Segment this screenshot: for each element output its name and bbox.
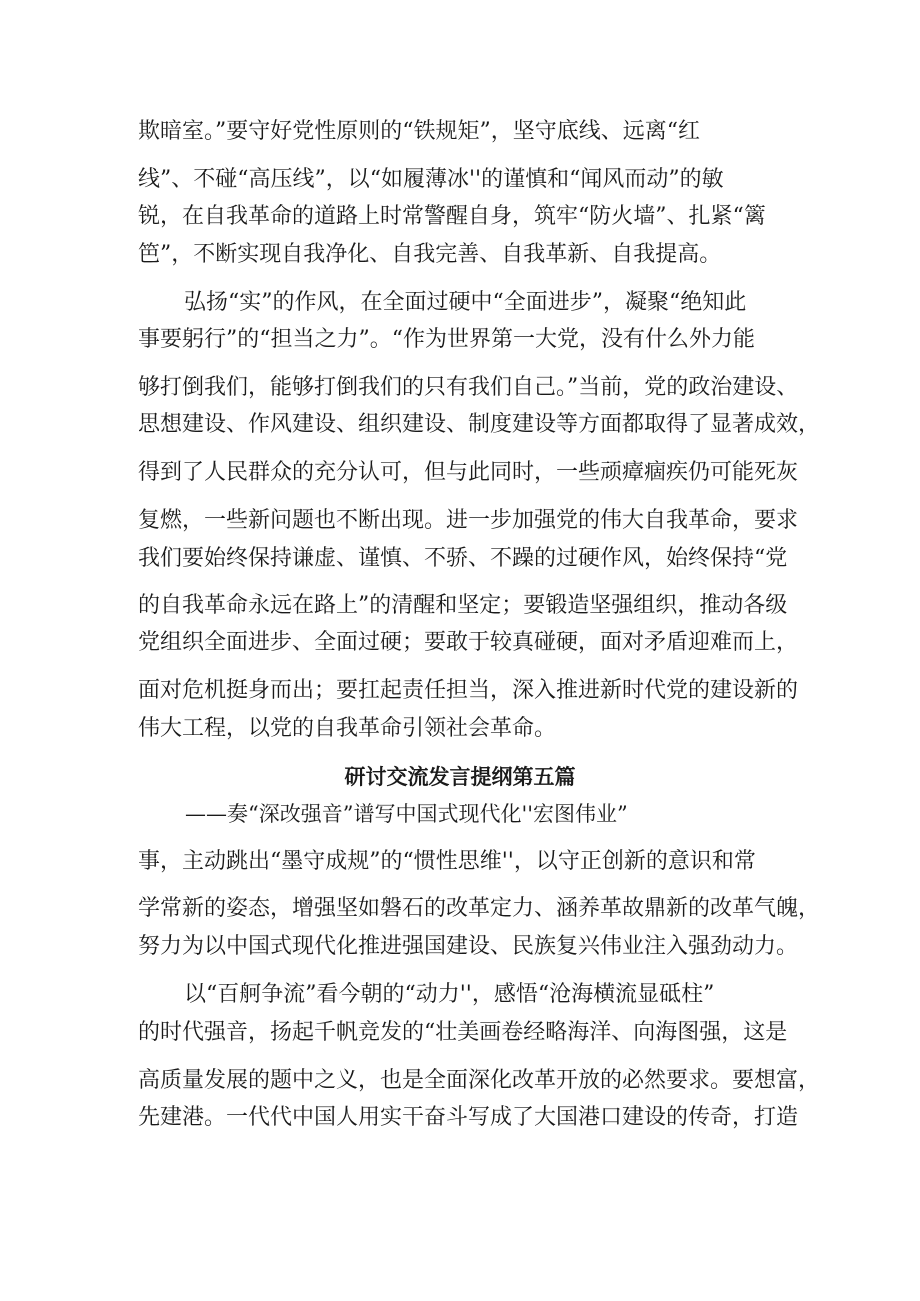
paragraph-line: 锐，在自我革命的道路上时常警醒自身，筑牢“防火墙”、扎紧“篱 <box>138 204 766 229</box>
paragraph-line: 伟大工程，以党的自我革命引领社会革命。 <box>138 716 557 741</box>
paragraph-line: 思想建设、作风建设、组织建设、制度建设等方面都取得了显著成效， <box>138 412 821 437</box>
section-title: 研讨交流发言提纲第五篇 <box>344 764 576 789</box>
paragraph-line: 复燃，一些新问题也不断出现。进一步加强党的伟大自我革命，要求 <box>138 508 799 533</box>
paragraph-line: 事，主动跳出“墨守成规”的“惯性思维''，以守正创新的意识和常 <box>138 849 756 874</box>
paragraph-line: 线”、不碰“高压线”，以“如履薄冰''的谨慎和“闻风而动”的敏 <box>138 167 724 192</box>
paragraph-line: 面对危机挺身而出；要扛起责任担当，深入推进新时代党的建设新的 <box>138 678 799 703</box>
paragraph-line: 事要躬行”的“担当之力”。“作为世界第一大党，没有什么外力能 <box>138 327 755 352</box>
paragraph-line: 学常新的姿态，增强坚如磐石的改革定力、涵养革故鼎新的改革气魄， <box>138 896 821 921</box>
paragraph-line: 努力为以中国式现代化推进强国建设、民族复兴伟业注入强劲动力。 <box>138 934 799 959</box>
paragraph-line: 高质量发展的题中之义，也是全面深化改革开放的必然要求。要想富， <box>138 1068 821 1093</box>
paragraph-line: 党组织全面进步、全面过硬；要敢于较真碰硬，面对矛盾迎难而上， <box>138 630 799 655</box>
paragraph-line: 欺暗室。”要守好党性原则的“铁规矩”，坚守底线、远离“红 <box>138 119 700 144</box>
paragraph-line: 的自我革命永远在路上”的清醒和坚定；要锻造坚强组织，推动各级 <box>138 593 788 618</box>
paragraph-line: 的时代强音，扬起千帆竞发的“壮美画卷经略海洋、向海图强，这是 <box>138 1020 788 1045</box>
section-subtitle: ——奏“深改强音”谱写中国式现代化''宏图伟业” <box>185 802 628 826</box>
paragraph-line: 我们要始终保持谦虚、谨慎、不骄、不躁的过硬作风，始终保持“党 <box>138 546 788 571</box>
paragraph-line: 得到了人民群众的充分认可，但与此同时，一些顽瘴痼疾仍可能死灰 <box>138 460 799 485</box>
paragraph-line: 先建港。一代代中国人用实干奋斗写成了大国港口建设的传奇，打造 <box>138 1105 799 1130</box>
paragraph-line: 弘扬“实”的作风，在全面过硬中“全面进步”，凝聚“绝知此 <box>184 290 747 315</box>
paragraph-line: 笆”，不断实现自我净化、自我完善、自我革新、自我提高。 <box>138 242 722 267</box>
paragraph-line: 够打倒我们，能够打倒我们的只有我们自己。”当前，党的政治建设、 <box>138 375 799 400</box>
paragraph-line: 以“百舸争流”看今朝的“动力''，感悟“沧海横流显砥柱” <box>184 982 715 1007</box>
